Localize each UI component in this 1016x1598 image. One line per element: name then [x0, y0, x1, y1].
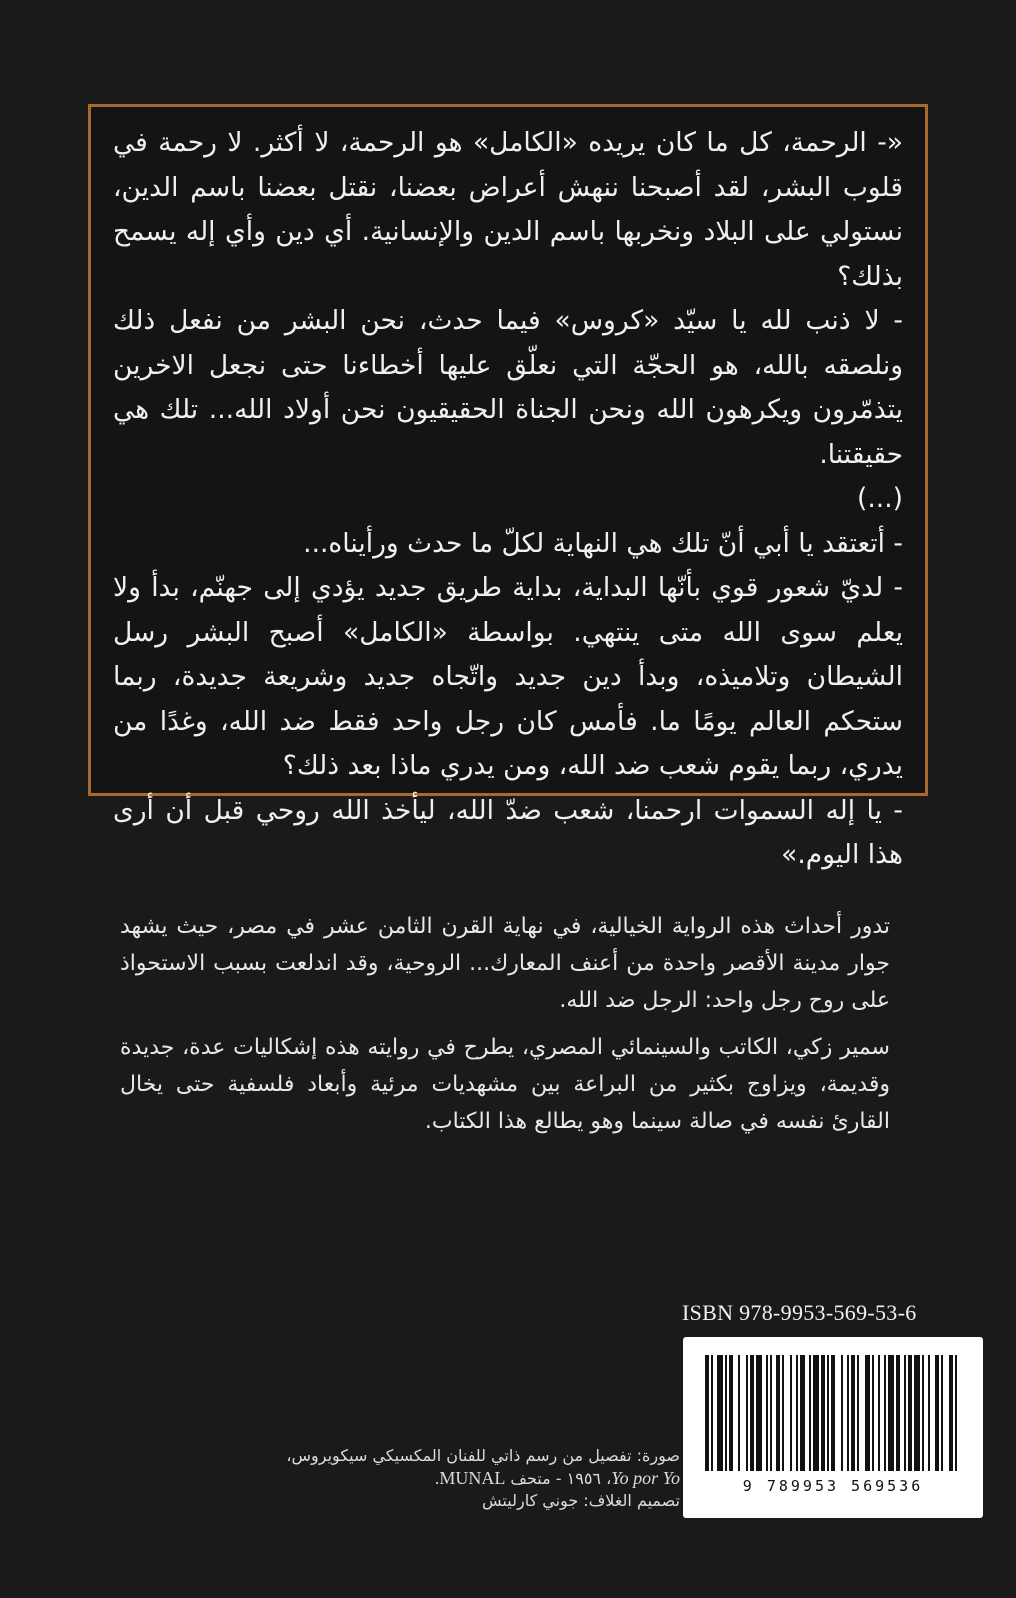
barcode-number: 9 789953 569536: [742, 1477, 924, 1495]
photo-credit: صورة: تفصيل من رسم ذاتي للفنان المكسيكي سيكويروس،: [286, 1446, 680, 1465]
artwork-title: Yo por Yo: [611, 1468, 680, 1488]
museum-name: MUNAL.: [434, 1468, 506, 1488]
barcode: [683, 1337, 983, 1518]
excerpt-paragraph: - لديّ شعور قوي بأنّها البداية، بداية طريق جديد يؤدي إلى جهنّم، بدأ ولا يعلم سوى الله متى ينتهي. بواسطة «الكامل» أصبح البشر رسل الشيطان وتلاميذه، وبدأ دين جديد واتّجاه جديد وشريعة جديدة، ربما ستحكم العالم يومًا ما. فأمس كان رجل واحد فقط ضد الله، وغدًا من يدري، ربما يقوم شعب ضد الله، ومن يدري ماذا بعد ذلك؟: [113, 572, 903, 781]
book-description: [120, 908, 890, 1150]
artwork-year: ، ١٩٥٦ - متحف: [510, 1469, 612, 1488]
isbn-label: ISBN 978-9953-569-53-6: [682, 1300, 917, 1325]
artwork-credit: [250, 1467, 680, 1490]
excerpt-paragraph: - لا ذنب لله يا سيّد «كروس» فيما حدث، نحن البشر من نفعل ذلك ونلصقه بالله، هو الحجّة التي نعلّق عليها أخطاءنا حتى نجعل الاخرين يتذمّرون ويكرهون الله ونحن الجناة الحقيقيون نحن أولاد الله... تلك هي حقيقتنا.: [113, 305, 903, 470]
excerpt-frame: [88, 104, 928, 870]
excerpt-paragraph: «- الرحمة، كل ما كان يريده «الكامل» هو الرحمة، لا أكثر. لا رحمة في قلوب البشر، لقد أصبحنا ننهش أعراض بعضنا، نقتل بعضنا باسم الدين، نستولي على البلاد ونخربها باسم الدين والإنسانية. أي دين وأي إله يسمح بذلك؟: [113, 127, 903, 292]
cover-credits: [250, 1445, 680, 1512]
excerpt-paragraph: - يا إله السموات ارحمنا، شعب ضدّ الله، ليأخذ الله روحي قبل أن أرى هذا اليوم.»: [113, 794, 903, 870]
excerpt-paragraph: - أتعتقد يا أبي أنّ تلك هي النهاية لكلّ ما حدث ورأيناه...: [303, 527, 903, 559]
description-paragraph: سمير زكي، الكاتب والسينمائي المصري، يطرح في روايته هذه إشكاليات عدة، جديدة وقديمة، ويزاوج بكثير من البراعة بين مشهديات مرئية وأبعاد فلسفية حتى يخال القارئ نفسه في صالة سينما وهو يطالع هذا الكتاب.: [120, 1035, 890, 1134]
excerpt-paragraph: (...): [857, 483, 903, 514]
design-credit: تصميم الغلاف: جوني كارليتش: [482, 1491, 680, 1510]
barcode-bar: [957, 1355, 961, 1471]
description-paragraph: تدور أحداث هذه الرواية الخيالية، في نهاية القرن الثامن عشر في مصر، حيث يشهد جوار مدينة الأقصر واحدة من أعنف المعارك... الروحية، وقد اندلعت بسبب الاستحواذ على روح رجل واحد: الرجل ضد الله.: [120, 914, 890, 1013]
barcode-bars: [705, 1355, 961, 1471]
